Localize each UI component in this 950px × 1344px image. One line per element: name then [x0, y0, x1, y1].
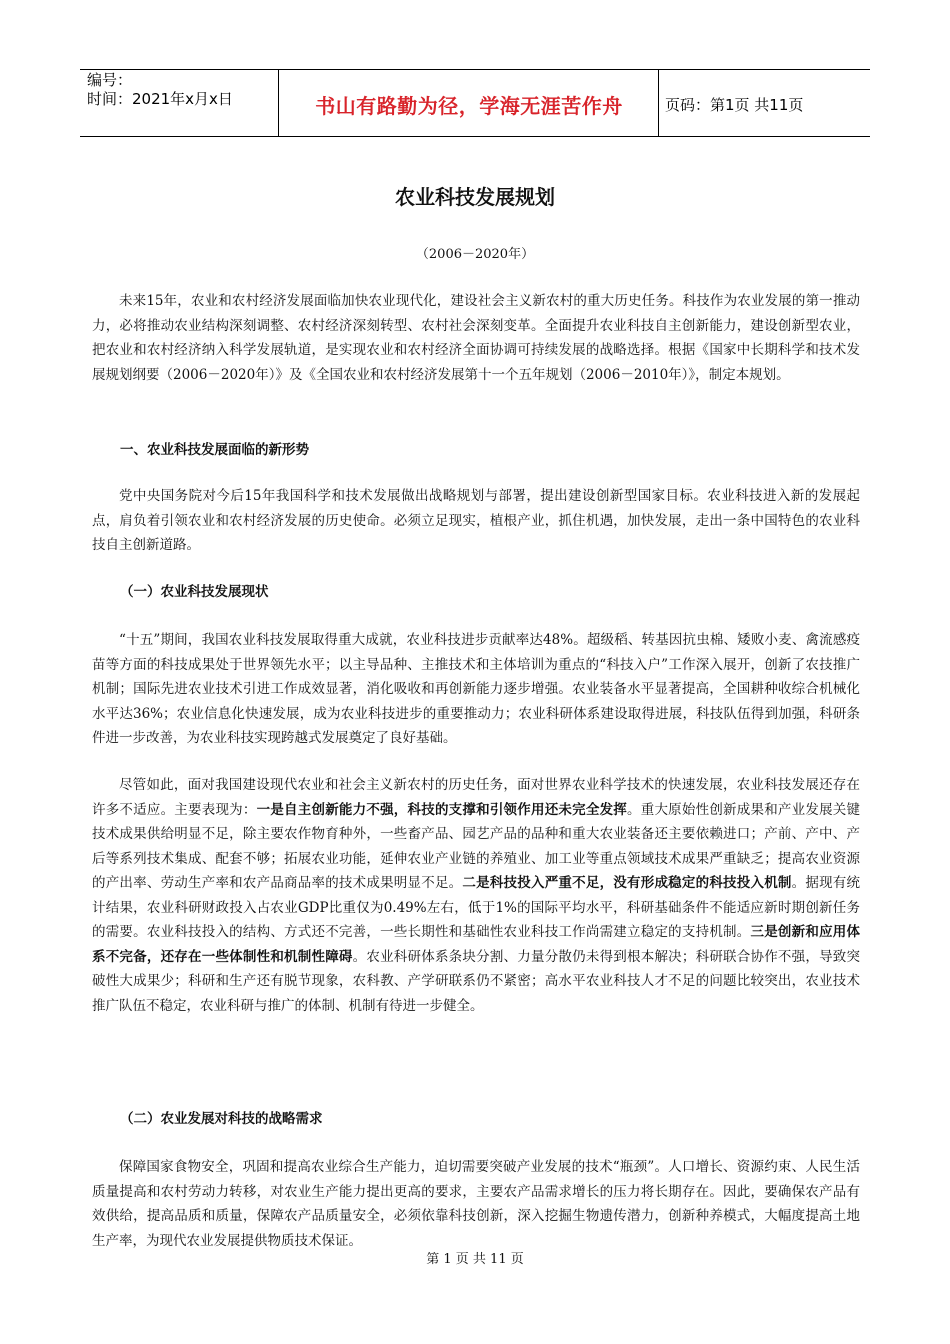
problems-text-2: 。重大原始性创新成果和产业发展关键技术成果供给明显不足，除主要农作物育种外，一些畜产品、园艺产品的品种和重大农业装备还主要依赖进口；产前、产中、产后等系列技术集成、配套不够；拓展农业功能，延伸农业产业链的养殖业、加工业等重点领域技术成果严重缺乏；提高农业资源的产出率、劳动生产率和农产品商品率的技术成果明显不足。 [92, 801, 861, 891]
problems-text-1: 尽管如此，面对我国建设现代农业和社会主义新农村的历史任务，面对世界农业科学技术的快速发展，农业科技发展还存在许多不适应。主要表现为： [92, 777, 860, 818]
header-number-label: 编号： [87, 71, 133, 89]
sub1-heading: （一）农业科技发展现状 [120, 584, 269, 600]
header-bottom-rule [80, 136, 870, 137]
intro-paragraph: 未来15年，农业和农村经济发展面临加快农业现代化，建设社会主义新农村的重大历史任务。科技作为农业发展的第一推动力，必将推动农业结构深刻调整、农村经济深刻转型、农村社会深刻变革。全面提升农业科技自主创新能力，建设创新型农业，把农业和农村经济纳入科学发展轨道，是实现农业和农村经济全面协调可持续发展的战略选择。根据《国家中长期科学和技术发展规划纲要（2006－2020年）》及《全国农业和农村经济发展第十一个五年规划（2006－2010年）》，制定本规划。 [92, 293, 860, 383]
section1-heading: 一、农业科技发展面临的新形势 [120, 442, 309, 458]
header-divider-right [658, 69, 659, 136]
problems-bold-3: 三是创新和应用体系不完备，还存在一些体制性和机制性障碍 [92, 924, 861, 965]
header-date-label: 时间：2021年x月x日 [87, 90, 233, 108]
problems-text-3: 。据现有统计结果，农业科研财政投入占农业GDP比重仅为0.49%左右，低于1%的国际平均水平，科研基础条件不能适应新时期创新任务的需要。农业科技投入的结构、方式还不完善，一些长期性和基础性农业科技工作尚需建立稳定的支持机制。 [92, 875, 861, 940]
document-title: 农业科技发展规划 [395, 185, 555, 209]
problems-paragraph [92, 773, 860, 1018]
problems-bold-1: 一是自主创新能力不强，科技的支撑和引领作用还未完全发挥 [256, 801, 628, 818]
sub2-heading: （二）农业发展对科技的战略需求 [120, 1111, 323, 1127]
header-divider-left [278, 69, 279, 136]
page-footer: 第 1 页 共 11 页 [426, 1252, 524, 1267]
header-top-rule [80, 69, 870, 70]
sub1-paragraph: “十五”期间，我国农业科技发展取得重大成就，农业科技进步贡献率达48%。超级稻、转基因抗虫棉、矮败小麦、禽流感疫苗等方面的科技成果处于世界领先水平；以主导品种、主推技术和主体培训为重点的“科技入户”工作深入展开，创新了农技推广机制；国际先进农业技术引进工作成效显著，消化吸收和再创新能力逐步增强。农业装备水平显著提高，全国耕种收综合机械化水平达36%；农业信息化快速发展，成为农业科技进步的重要推动力；农业科研体系建设取得进展，科技队伍得到加强，科研条件进一步改善，为农业科技实现跨越式发展奠定了良好基础。 [92, 632, 860, 746]
section1-paragraph: 党中央国务院对今后15年我国科学和技术发展做出战略规划与部署，提出建设创新型国家目标。农业科技进入新的发展起点，肩负着引领农业和农村经济发展的历史使命。必须立足现实，植根产业，抓住机遇，加快发展，走出一条中国特色的农业科技自主创新道路。 [92, 488, 860, 553]
header-motto: 书山有路勤为径，学海无涯苦作舟 [315, 94, 623, 118]
problems-text-4: 。农业科研体系条块分割、力量分散仍未得到根本解决；科研联合协作不强，导致突破性大成果少；科研和生产还有脱节现象，农科教、产学研联系仍不紧密；高水平农业科技人才不足的问题比较突出，农业技术推广队伍不稳定，农业科研与推广的体制、机制有待进一步健全。 [92, 948, 861, 1014]
header-meta [87, 71, 277, 109]
header-page-info: 页码：第1页 共11页 [665, 96, 804, 114]
sub2-paragraph: 保障国家食物安全，巩固和提高农业综合生产能力，迫切需要突破产业发展的技术“瓶颈”。人口增长、资源约束、人民生活质量提高和农村劳动力转移，对农业生产能力提出更高的要求，主要农产品需求增长的压力将长期存在。因此，要确保农产品有效供给，提高品质和质量，保障农产品质量安全，必须依靠科技创新，深入挖掘生物遗传潜力，创新种养模式，大幅度提高土地生产率，为现代农业发展提供物质技术保证。 [92, 1159, 860, 1249]
document-subtitle: （2006－2020年） [415, 247, 535, 262]
problems-bold-2: 二是科技投入严重不足，没有形成稳定的科技投入机制 [462, 875, 792, 891]
